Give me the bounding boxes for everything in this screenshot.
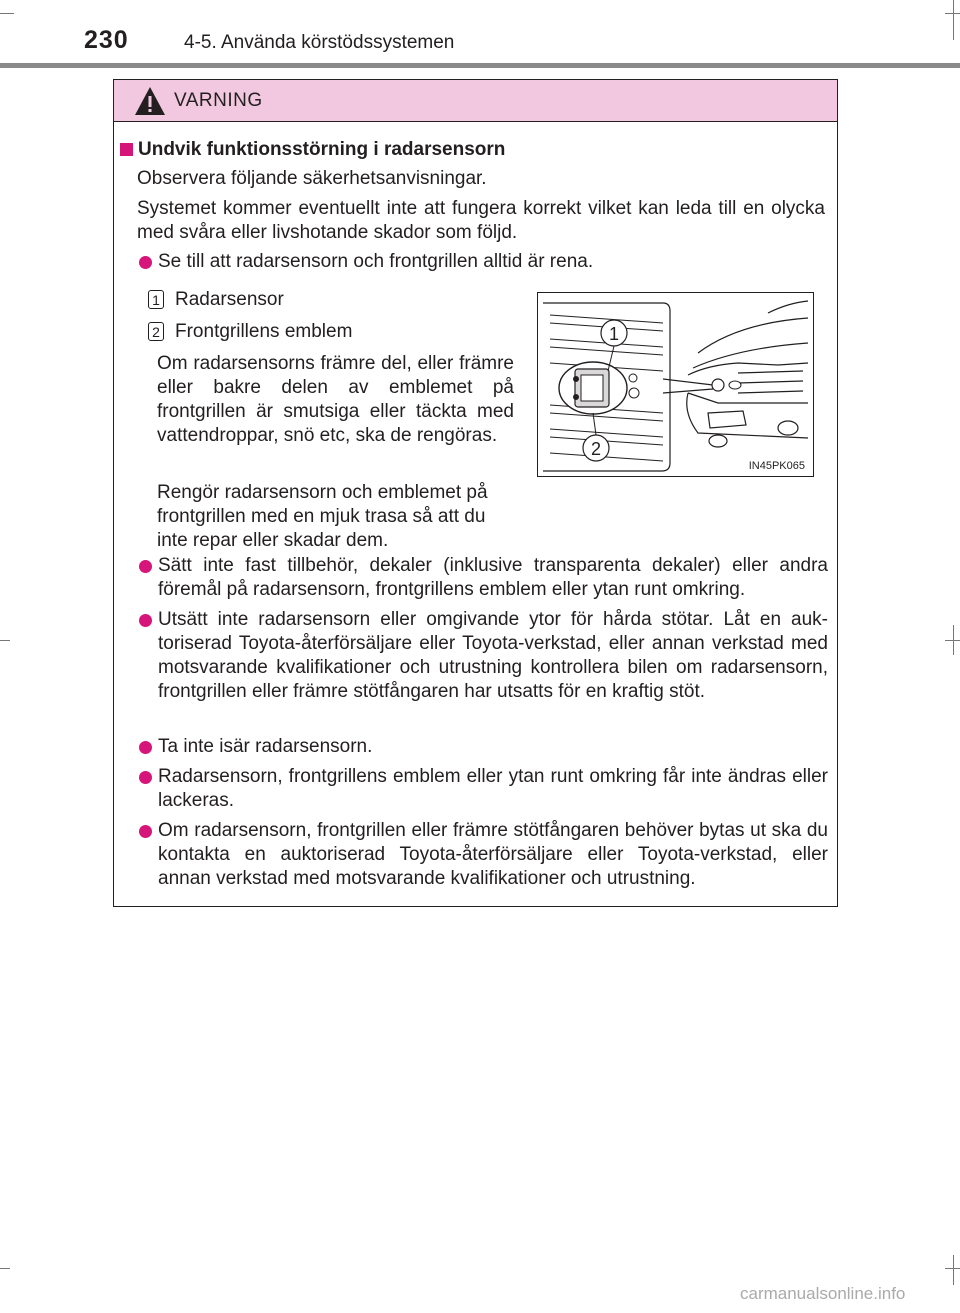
- callout-2: 2: [590, 439, 602, 459]
- callout-1: 1: [608, 324, 620, 344]
- radar-sensor-illustration: [538, 293, 815, 478]
- crop-mark: [0, 1268, 10, 1269]
- bullet-text: Sätt inte fast tillbehör, dekaler (inklusive transparenta dekaler) eller andra föremål på radarsensorn, frontgrillens emblem eller ytan runt omkring.: [158, 555, 828, 600]
- item-label: Radarsensor: [175, 289, 284, 310]
- crop-mark: [0, 640, 10, 641]
- page-header: [0, 0, 960, 70]
- item-number-badge: 1: [148, 290, 164, 309]
- bullet-text: Se till att radarsensorn och frontgrillen alltid är rena.: [158, 251, 594, 272]
- section-title: 4-5. Använda körstödssystemen: [184, 32, 455, 53]
- warning-label: VARNING: [174, 90, 263, 111]
- bullet-dot-icon: [139, 560, 152, 573]
- header-rule: [0, 63, 960, 68]
- bullet-dot-icon: [139, 614, 152, 627]
- item-number-badge: 2: [148, 322, 164, 341]
- bullet-dot-icon: [139, 771, 152, 784]
- bullet-text: Om radarsensorn, frontgrillen eller främre stötfångaren behöver bytas ut ska du kontakta en auktoriserad Toyota-återförsäljare eller Toyota-verkstad, eller annan verkstad med motsvarande kvalifikationer och utrustning.: [158, 820, 828, 889]
- item-label: Frontgrillens emblem: [175, 321, 353, 342]
- subsection-title: Undvik funktionsstörning i radarsensorn: [138, 139, 506, 160]
- bullet-text: Radarsensorn, frontgrillens emblem eller ytan runt omkring får inte ändras eller lackeras.: [158, 766, 828, 811]
- warning-header: [114, 80, 837, 122]
- square-bullet-icon: [120, 143, 133, 156]
- cleaning-paragraph: Om radarsensorns främre del, eller främre eller bakre delen av emblemet på frontgrillen är smutsiga eller täckta med vattendroppar, snö etc, ska de rengöras.: [157, 353, 514, 446]
- bullet-dot-icon: [139, 256, 152, 269]
- figure-code: IN45PK065: [748, 460, 805, 472]
- radar-sensor-figure: [537, 292, 814, 477]
- crop-mark: [953, 625, 954, 655]
- intro-paragraph: Systemet kommer eventuellt inte att fungera korrekt vilket kan leda till en olycka med svåra eller livshotande skador som följd.: [137, 198, 825, 243]
- bullet-text: Utsätt inte radarsensorn eller omgivande ytor för hårda stötar. Låt en auktoriserad Toyota-återförsäljare eller Toyota-verkstad, eller annan verkstad med motsvarande kvalifikationer och utrustning kontrollera bilen om radarsensorn, frontgrillen eller främre stötfångaren har utsatts för en kraftig stöt.: [158, 609, 828, 702]
- bullet-text: Ta inte isär radarsensorn.: [158, 736, 373, 757]
- bullet-dot-icon: [139, 825, 152, 838]
- bullet-dot-icon: [139, 741, 152, 754]
- cleaning-instruction: Rengör radarsensorn och emblemet på frontgrillen med en mjuk trasa så att du inte repar eller skadar dem.: [157, 482, 488, 551]
- warning-triangle-icon: [134, 86, 166, 116]
- page-number: 230: [84, 26, 129, 54]
- intro-text: Observera följande säkerhetsanvisningar.: [137, 168, 487, 189]
- crop-mark: [953, 1255, 954, 1285]
- footer-watermark: carmanualsonline.info: [740, 1284, 906, 1303]
